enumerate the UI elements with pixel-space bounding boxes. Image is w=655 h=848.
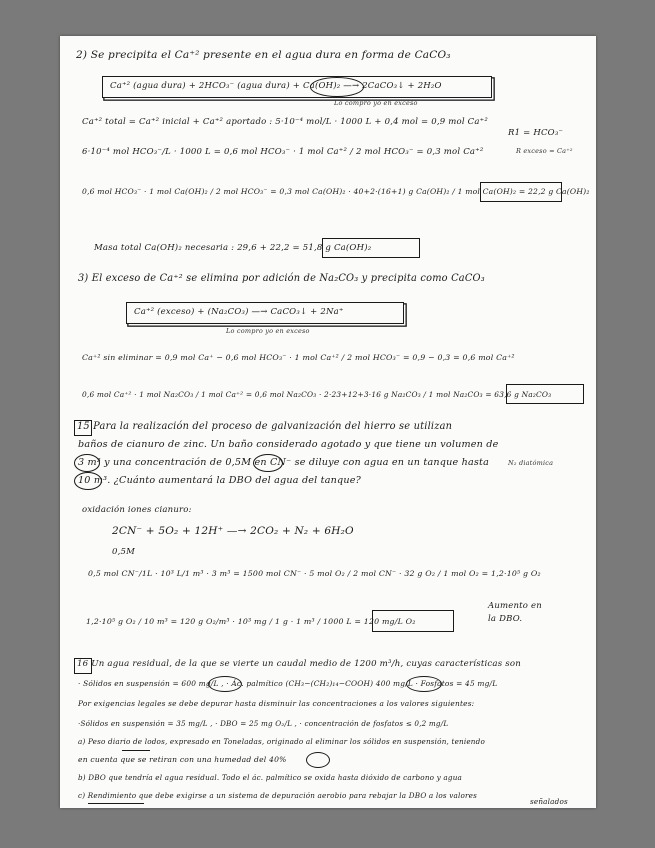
result-box-63 xyxy=(506,384,584,404)
problem-16-line-1: 16 Un agua residual, de la que se vierte un caudal medio de 1200 m³/h, cuyas características son xyxy=(77,659,522,669)
diatomic-note: N₂ diatómica xyxy=(508,459,554,467)
problem-15-line-4: 10 m³. ¿Cuánto aumentará la DBO del agua del tanque? xyxy=(78,475,361,486)
problem-16-line-6: en cuenta que se retiran con una humedad del 40% xyxy=(78,755,287,764)
limiting-reagent: R1 = HCO₃⁻ xyxy=(508,128,564,138)
reagent-circle xyxy=(310,77,364,97)
result-box-51 xyxy=(322,238,420,258)
problem-15-line-3: 3 m³ y una concentración de 0,5M en CN⁻ se diluye con agua en un tanque hasta xyxy=(78,457,490,468)
solids-circle xyxy=(208,676,242,692)
problem-3-statement: 3) El exceso de Ca⁺² se elimina por adición de Na₂CO₃ y precipita como CaCO₃ xyxy=(78,273,485,284)
problem-15-line-1: 15 Para la realización del proceso de galvanización del hierro se utilizan xyxy=(77,421,453,432)
problem-16-line-8: c) Rendimiento que debe exigirse a un sistema de depuración aerobio para rebajar la DBO a los valores xyxy=(78,791,478,800)
molarity-note: 0,5M xyxy=(112,547,136,557)
equation-cyanide: 2CN⁻ + 5O₂ + 12H⁺ —→ 2CO₂ + N₂ + 6H₂O xyxy=(112,525,354,537)
equation-note-2: Lo compro yo en exceso xyxy=(226,327,310,335)
problem-16-line-9: señalados xyxy=(530,797,568,806)
calc-oxygen-mass: 0,5 mol CN⁻/1L · 10³ L/1 m³ · 3 m³ = 1500 mol CN⁻ · 5 mol O₂ / 2 mol CN⁻ · 32 g O₂ / 1 mol O₂ = 1,2·10⁵ g O₂ xyxy=(88,569,541,578)
problem-16-line-7: b) DBO que tendría el agua residual. Todo el ác. palmítico se oxida hasta dióxido de carbono y agua xyxy=(78,773,463,782)
scanned-page xyxy=(60,36,596,808)
acid-circle xyxy=(406,676,442,692)
calc-calcium-hydroxide: 0,6 mol HCO₃⁻ · 1 mol Ca(OH)₂ / 2 mol HCO₃⁻ = 0,3 mol Ca(OH)₂ · 40+2·(16+1) g Ca(OH)₂ / 1 mol Ca(OH)₂ = 22,2 g Ca(OH)₂ xyxy=(82,187,590,196)
problem-15-line-2: baños de cianuro de zinc. Un baño considerado agotado y que tiene un volumen de xyxy=(78,439,499,450)
problem-16-line-5: a) Peso diario de lodos, expresado en Toneladas, originado al eliminar los sólidos en suspensión, teniendo xyxy=(78,737,485,746)
calc-dbo: 1,2·10⁵ g O₂ / 10 m³ = 120 g O₂/m³ · 10³ mg / 1 g · 1 m³ / 1000 L = 120 mg/L O₂ xyxy=(86,617,416,626)
calc-sodium-carbonate: 0,6 mol Ca⁺² · 1 mol Na₂CO₃ / 1 mol Ca⁺² = 0,6 mol Na₂CO₃ · 2·23+12+3·16 g Na₂CO₃ / 1 mol Na₂CO₃ = 63,6 g Na₂CO₃ xyxy=(82,390,552,399)
equation-note: Lo compro yo en exceso xyxy=(334,99,418,107)
excess-reagent: R exceso = Ca⁺² xyxy=(516,147,573,155)
oxidation-heading: oxidación iones cianuro: xyxy=(82,505,192,515)
calc-bicarbonate: 6·10⁻⁴ mol HCO₃⁻/L · 1000 L = 0,6 mol HCO₃⁻ · 1 mol Ca⁺² / 2 mol HCO₃⁻ = 0,3 mol Ca⁺² xyxy=(82,147,484,157)
equation-carbonate: Ca⁺² (exceso) + (Na₂CO₃) —→ CaCO₃↓ + 2Na⁺ xyxy=(134,307,344,317)
dbo-increase-note: Aumento en la DBO. xyxy=(488,601,542,624)
total-mass-line: Masa total Ca(OH)₂ necesaria : 29,6 + 22,2 = 51,8 g Ca(OH)₂ xyxy=(94,243,372,253)
problem-16-line-3: Por exigencias legales se debe depurar hasta disminuir las concentraciones a los valores siguientes: xyxy=(78,699,475,708)
humidity-circle xyxy=(306,752,330,768)
problem-2-statement: 2) Se precipita el Ca⁺² presente en el agua dura en forma de CaCO₃ xyxy=(76,49,451,61)
calc-remaining-calcium: Ca⁺² sin eliminar = 0,9 mol Ca⁺ − 0,6 mol HCO₃⁻ · 1 mol Ca⁺² / 2 mol HCO₃⁻ = 0,9 − 0,3 = 0,6 mol Ca⁺² xyxy=(82,353,515,362)
result-box-22 xyxy=(480,182,562,202)
underline-daily xyxy=(122,750,150,751)
calc-total-calcium: Ca⁺² total = Ca⁺² inicial + Ca⁺² aportado : 5·10⁻⁴ mol/L · 1000 L + 0,4 mol = 0,9 mol Ca⁺² xyxy=(82,117,488,127)
problem-16-line-4: ·Sólidos en suspensión = 35 mg/L , · DBO = 25 mg O₂/L , · concentración de fosfatos ≤ 0,2 mg/L xyxy=(78,719,449,728)
underline-yield xyxy=(88,803,144,804)
problem-16-line-2: · Sólidos en suspensión = 600 mg/L , · Ác. palmítico (CH₃−(CH₂)₁₄−COOH) 400 mg/L · Fosfatos = 45 mg/L xyxy=(78,679,498,688)
result-box-120 xyxy=(372,610,454,632)
equation-precipitation: Ca⁺² (agua dura) + 2HCO₃⁻ (agua dura) + Ca(OH)₂ —→ 2CaCO₃↓ + 2H₂O xyxy=(110,81,442,91)
